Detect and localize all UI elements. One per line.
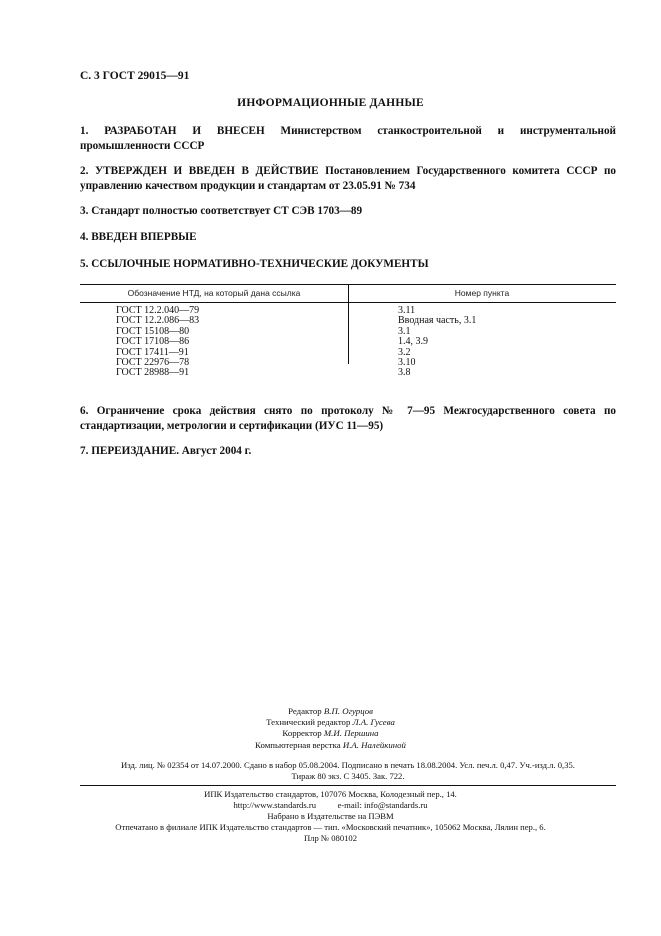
footer-line-5: Плр № 080102 xyxy=(303,833,358,843)
table-cell-document: ГОСТ 17411—91 xyxy=(116,346,189,358)
info-item-4: 4. ВВЕДЕН ВПЕРВЫЕ xyxy=(80,231,197,243)
section-title: ИНФОРМАЦИОННЫЕ ДАННЫЕ xyxy=(237,97,424,109)
table-cell-clause: 3.11 xyxy=(398,305,416,316)
table-cell-document: ГОСТ 15108—80 xyxy=(116,325,190,337)
table-cell-clause: 3.1 xyxy=(398,325,411,337)
info-item-1: 1. РАЗРАБОТАН И ВНЕСЕН Министерством станкостроительной и инструментальной промышленности СССР xyxy=(80,125,616,152)
footer-line-2: http://www.standards.ru e-mail: info@standards.ru xyxy=(233,800,428,810)
info-item-3: 3. Стандарт полностью соответствует СТ СЭВ 1703—89 xyxy=(80,205,363,217)
table-header-clause: Номер пункта xyxy=(454,288,510,298)
credits-block xyxy=(0,706,661,751)
table-cell-clause: 3.8 xyxy=(398,367,411,379)
table-cell-clause: 3.10 xyxy=(398,356,416,368)
credit-person: М.И. Першина xyxy=(323,728,379,739)
table-cell-clause: Вводная часть, 3.1 xyxy=(398,315,477,327)
table-body xyxy=(80,306,616,379)
page-header: С. 3 ГОСТ 29015—91 xyxy=(80,70,190,82)
table-cell-document: ГОСТ 12.2.040—79 xyxy=(116,305,200,316)
credit-role: Технический редактор xyxy=(266,717,351,728)
info-item-6: 6. Ограничение срока действия снято по протоколу № 7—95 Межгосударственного совета по стандартизации, метрологии и сертификации (ИУС 11—95) xyxy=(80,405,616,432)
publication-line-2: Тираж 80 экз. С 3405. Зак. 722. xyxy=(291,771,405,781)
credit-role: Компьютерная верстка xyxy=(255,739,341,750)
table-cell-document: ГОСТ 17108—86 xyxy=(116,336,190,348)
footer-line-4: Отпечатано в филиале ИПК Издательство стандартов — тип. «Московский печатник», 105062 Москва, Лялин пер., 6. xyxy=(115,822,546,832)
footer-line-1: ИПК Издательство стандартов, 107076 Москва, Колодезный пер., 14. xyxy=(204,789,457,799)
publication-line-1: Изд. лиц. № 02354 от 14.07.2000. Сдано в набор 05.08.2004. Подписано в печать 18.08.2004. Усл. печ.л. 0,47. Уч.-изд.л. 0,35. xyxy=(121,760,575,770)
info-item-2: 2. УТВЕРЖДЕН И ВВЕДЕН В ДЕЙСТВИЕ Постановлением Государственного комитета СССР по управлению качеством продукции и стандартам от 23.05.91 № 734 xyxy=(80,165,616,192)
credit-person: И.А. Налейкиной xyxy=(342,739,406,750)
table-cell-document: ГОСТ 28988—91 xyxy=(116,367,190,379)
credit-person: В.П. Огурцов xyxy=(323,706,373,716)
credit-line xyxy=(0,740,661,751)
table-cell-clause: 1.4, 3.9 xyxy=(398,336,428,348)
footer-divider xyxy=(80,785,616,786)
credit-person: Л.А. Гусева xyxy=(352,717,395,728)
credit-role: Корректор xyxy=(282,728,322,739)
table-cell-document: ГОСТ 22976—78 xyxy=(116,356,190,368)
table-row xyxy=(80,337,616,347)
publisher-footer xyxy=(0,789,661,844)
info-item-5: 5. ССЫЛОЧНЫЕ НОРМАТИВНО-ТЕХНИЧЕСКИЕ ДОКУМЕНТЫ xyxy=(80,258,429,270)
footer-line-3: Набрано в Издательстве на ПЭВМ xyxy=(267,811,394,821)
table-row xyxy=(80,368,616,378)
credit-line xyxy=(0,728,661,739)
credit-role: Редактор xyxy=(288,706,322,716)
table-cell-clause: 3.2 xyxy=(398,346,411,358)
table-header-document: Обозначение НТД, на который дана ссылка xyxy=(127,288,301,298)
publication-info xyxy=(80,760,616,782)
info-item-7: 7. ПЕРЕИЗДАНИЕ. Август 2004 г. xyxy=(80,445,252,457)
credit-line xyxy=(0,706,661,717)
credit-line xyxy=(0,717,661,728)
table-cell-document: ГОСТ 12.2.086—83 xyxy=(116,315,200,327)
